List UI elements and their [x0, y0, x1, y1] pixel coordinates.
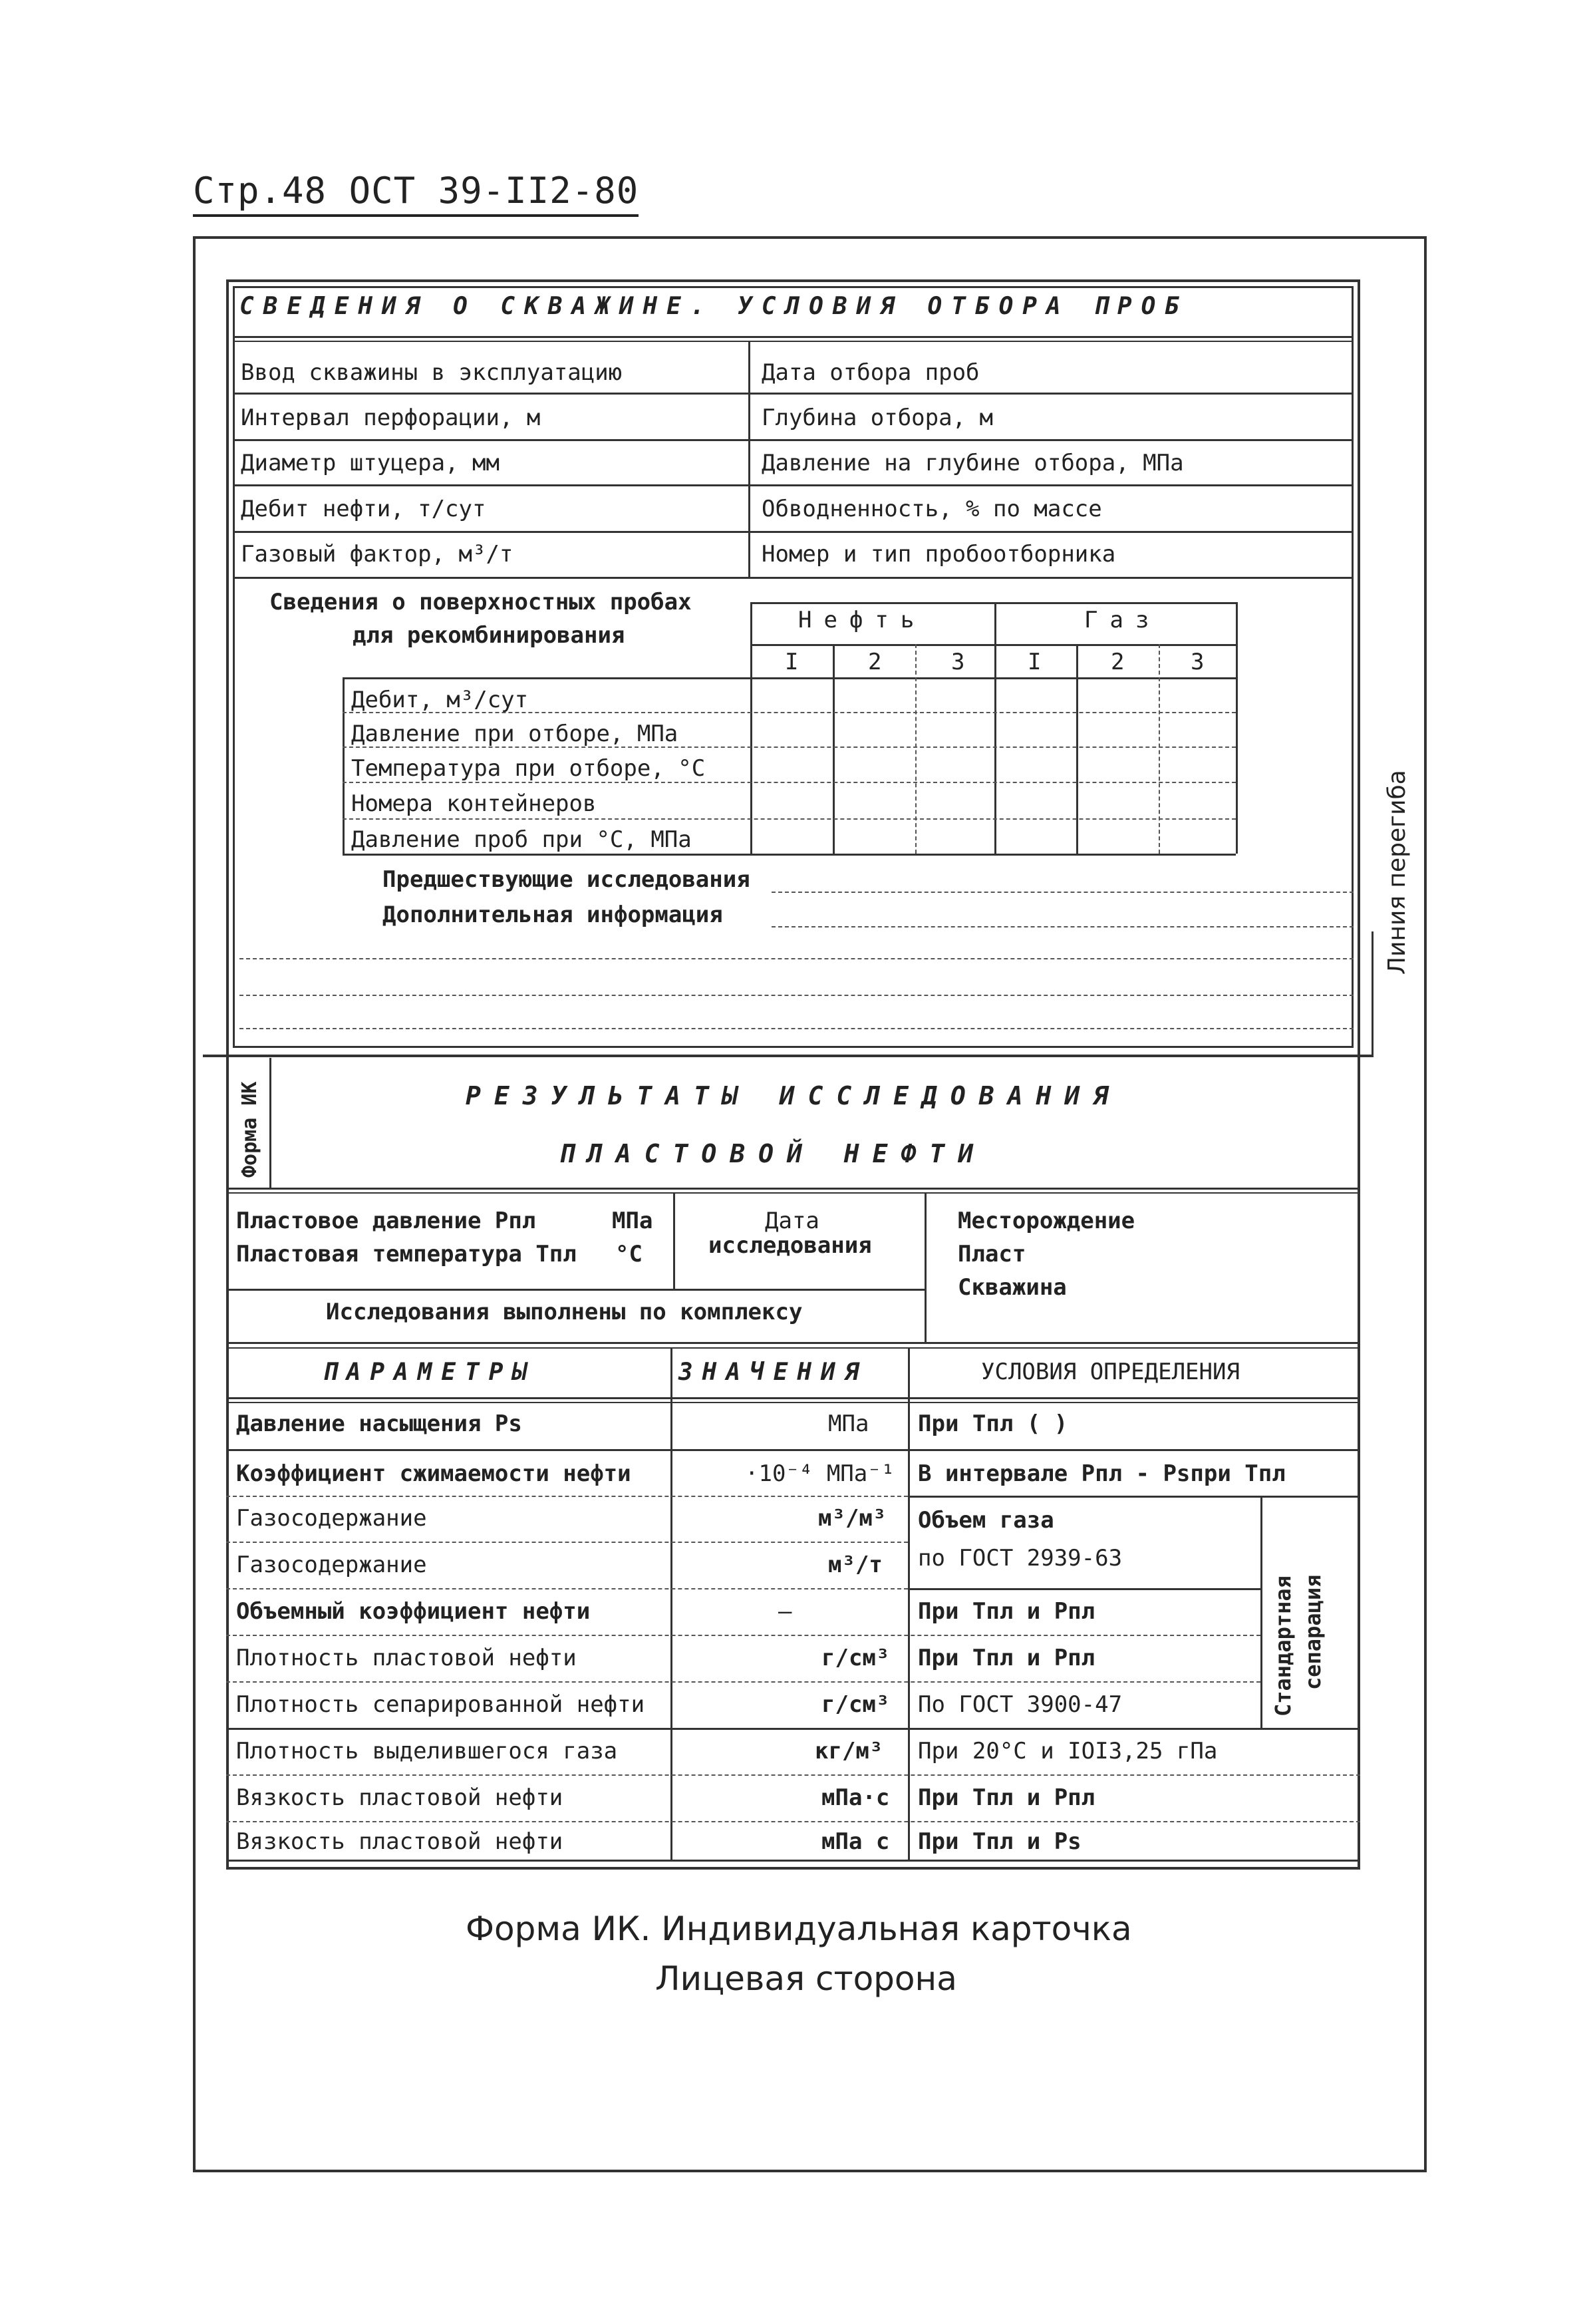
param-gas-content-mass: Газосодержание	[236, 1552, 427, 1578]
surface-row-containers: Номера контейнеров	[351, 790, 597, 817]
cond-reservoir-density: При Tпл и Pпл	[918, 1645, 1095, 1671]
unit-viscosity-1: мПа·с	[821, 1784, 890, 1811]
surface-title-1: Сведения о поверхностных пробах	[269, 589, 692, 615]
param-compressibility: Коэффициент сжимаемости нефти	[236, 1460, 631, 1487]
col-header-conditions: УСЛОВИЯ ОПРЕДЕЛЕНИЯ	[981, 1359, 1240, 1385]
param-gas-density: Плотность выделившегося газа	[236, 1738, 618, 1764]
results-title-1: РЕЗУЛЬТАТЫ ИССЛЕДОВАНИЯ	[466, 1081, 1122, 1110]
field-depth-pressure: Давление на глубине отбора, МПа	[762, 450, 1184, 476]
cond-gas-volume: Объем газа	[918, 1507, 1054, 1534]
info-field: Месторождение	[958, 1208, 1135, 1234]
unit-separated-density: г/см³	[821, 1691, 890, 1718]
field-choke-diameter: Диаметр штуцера, мм	[241, 450, 500, 476]
unit-volume-factor: —	[778, 1598, 792, 1625]
surface-row-temperature: Температура при отборе, °С	[351, 755, 706, 782]
surface-gas-header: Газ	[1084, 607, 1161, 633]
surface-col-5: 2	[1111, 649, 1125, 675]
surface-col-3: 3	[951, 649, 965, 675]
field-perforation-interval: Интервал перфорации, м	[241, 405, 541, 431]
surface-oil-header: Нефть	[798, 607, 927, 633]
field-sample-depth: Глубина отбора, м	[762, 405, 993, 431]
cond-viscosity-2: При Tпл и Ps	[918, 1828, 1082, 1855]
param-volume-factor: Объемный коэффициент нефти	[236, 1598, 591, 1625]
unit-saturation-pressure: МПа	[828, 1411, 869, 1437]
surface-row-sample-pressure: Давление проб при °С, МПа	[351, 826, 692, 853]
unit-gas-content-vol: м³/м³	[818, 1505, 887, 1532]
field-water-cut: Обводненность, % по массе	[762, 496, 1102, 522]
caption-line-2: Лицевая сторона	[655, 1959, 957, 1998]
unit-reservoir-density: г/см³	[821, 1645, 890, 1671]
param-reservoir-density: Плотность пластовой нефти	[236, 1645, 577, 1671]
param-gas-content-vol: Газосодержание	[236, 1505, 427, 1532]
cond-gas-density: При 20°С и IOI3,25 гПа	[918, 1738, 1218, 1764]
info-temperature: Пластовая температура Tпл	[236, 1241, 577, 1267]
cond-gost-3900: По ГОСТ 3900-47	[918, 1691, 1123, 1718]
info-well: Скважина	[958, 1274, 1067, 1301]
surface-row-debit: Дебит, м³/сут	[351, 687, 529, 713]
caption-line-1: Форма ИК. Индивидуальная карточка	[466, 1909, 1132, 1948]
info-temperature-unit: °С	[615, 1241, 643, 1267]
prev-research-label: Предшествующие исследования	[382, 866, 750, 893]
unit-compressibility: ·10⁻⁴ МПа⁻¹	[745, 1460, 895, 1487]
page-header: Стр.48 ОСТ 39-II2-80	[193, 170, 639, 217]
std-separation-1: Стандартная	[1270, 1576, 1296, 1717]
surface-title-2: для рекомбинирования	[353, 622, 625, 649]
fold-line-label: Линия перегиба	[1383, 770, 1411, 975]
unit-gas-content-mass: м³/т	[828, 1552, 883, 1578]
param-saturation-pressure: Давление насыщения Ps	[236, 1411, 522, 1437]
form-ik-side-label: Форма ИК	[238, 1081, 261, 1178]
param-viscosity-1: Вязкость пластовой нефти	[236, 1784, 563, 1811]
field-well-commissioning: Ввод скважины в эксплуатацию	[241, 359, 623, 386]
extra-info-label: Дополнительная информация	[382, 902, 723, 928]
results-title-2: ПЛАСТОВОЙ НЕФТИ	[559, 1139, 987, 1168]
surface-col-2: 2	[868, 649, 882, 675]
cond-viscosity-1: При Tпл и Pпл	[918, 1784, 1095, 1811]
info-layer: Пласт	[958, 1241, 1026, 1267]
col-header-params: ПАРАМЕТРЫ	[323, 1359, 537, 1386]
section1-title: СВЕДЕНИЯ О СКВАЖИНЕ. УСЛОВИЯ ОТБОРА ПРОБ	[239, 293, 1189, 320]
field-sample-date: Дата отбора проб	[762, 359, 980, 386]
unit-viscosity-2: мПа с	[821, 1828, 890, 1855]
info-pressure: Пластовое давление Pпл	[236, 1208, 536, 1234]
info-pressure-unit: МПа	[612, 1208, 653, 1234]
surface-row-pressure: Давление при отборе, МПа	[351, 721, 678, 747]
param-separated-density: Плотность сепарированной нефти	[236, 1691, 645, 1718]
std-separation-2: сепарация	[1300, 1574, 1326, 1690]
surface-col-1: I	[785, 649, 799, 675]
field-oil-debit: Дебит нефти, т/сут	[241, 496, 486, 522]
param-viscosity-2: Вязкость пластовой нефти	[236, 1828, 563, 1855]
info-date-2: исследования	[708, 1232, 872, 1259]
surface-col-6: 3	[1191, 649, 1205, 675]
surface-col-4: I	[1028, 649, 1042, 675]
field-sampler-type: Номер и тип пробоотборника	[762, 541, 1116, 568]
col-header-values: ЗНАЧЕНИЯ	[678, 1359, 869, 1386]
cond-saturation-pressure: При Tпл ( )	[918, 1411, 1068, 1437]
field-gas-factor: Газовый фактор, м³/т	[241, 541, 513, 568]
cond-gost-2939: по ГОСТ 2939-63	[918, 1545, 1123, 1572]
info-date-1: Дата	[765, 1208, 819, 1234]
cond-compressibility: В интервале Pпл - Psпри Tпл	[918, 1460, 1286, 1487]
unit-gas-density: кг/м³	[815, 1738, 883, 1764]
info-complex: Исследования выполнены по комплексу	[326, 1299, 803, 1325]
cond-volume-factor: При Tпл и Pпл	[918, 1598, 1095, 1625]
